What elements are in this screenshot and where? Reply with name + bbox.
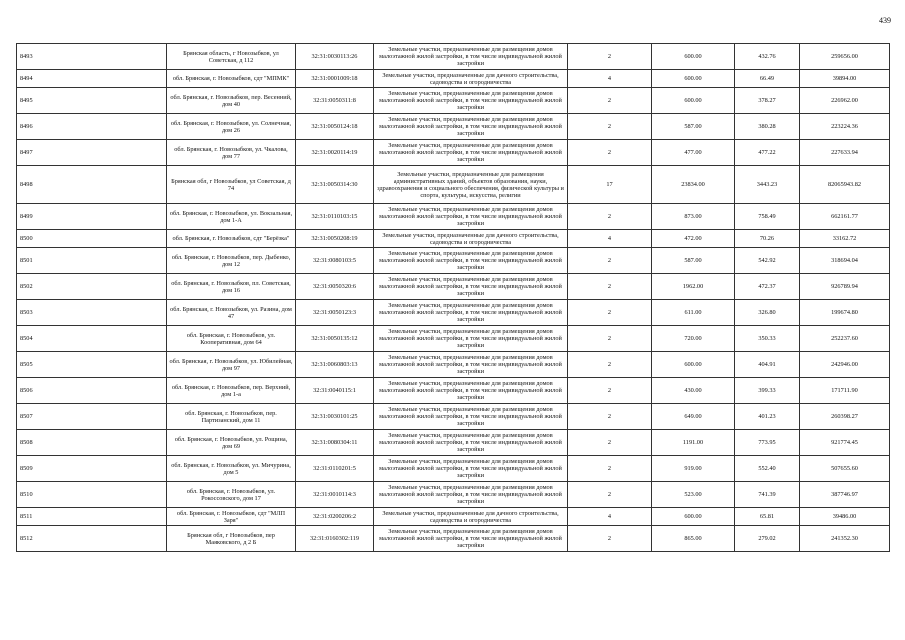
cell-address: Брянская обл, г Новозыбков, пер Маяковского, д 2 Б <box>167 526 296 552</box>
cell-specific-value: 404.91 <box>735 352 800 378</box>
cell-land-use: Земельные участки, предназначенные для размещения домов малоэтажной жилой застройки, в том числе индивидуальной жилой застройки <box>374 404 568 430</box>
cell-land-use: Земельные участки, предназначенные для размещения административных зданий, объектов образования, науки, здравоохранения и социального обеспечения, физической культуры и спорта, культуры, искусства, религии <box>374 166 568 204</box>
cell-cadastral-number: 32:31:0050314:30 <box>296 166 374 204</box>
cell-use-group: 17 <box>568 166 652 204</box>
cell-cadastral-value: 39486.00 <box>800 508 890 526</box>
cell-cadastral-number: 32:31:0050123:3 <box>296 300 374 326</box>
cell-area: 430.00 <box>652 378 735 404</box>
cell-row-number: 8503 <box>17 300 167 326</box>
cell-land-use: Земельные участки, предназначенные для размещения домов малоэтажной жилой застройки, в том числе индивидуальной жилой застройки <box>374 248 568 274</box>
cell-use-group: 2 <box>568 430 652 456</box>
cell-address: обл. Брянская, г. Новозыбков, пл. Советская, дом 16 <box>167 274 296 300</box>
cell-cadastral-number: 32:31:0050208:19 <box>296 230 374 248</box>
cell-use-group: 2 <box>568 44 652 70</box>
table-row <box>17 70 890 88</box>
cell-cadastral-value: 507655.60 <box>800 456 890 482</box>
table-row <box>17 326 890 352</box>
cadastral-value-table <box>16 43 890 552</box>
cell-row-number: 8508 <box>17 430 167 456</box>
table-row <box>17 508 890 526</box>
cell-cadastral-number: 32:31:0040115:1 <box>296 378 374 404</box>
cell-row-number: 8509 <box>17 456 167 482</box>
table-body <box>17 44 890 552</box>
cell-cadastral-number: 32:31:0080103:5 <box>296 248 374 274</box>
cell-land-use: Земельные участки, предназначенные для размещения домов малоэтажной жилой застройки, в том числе индивидуальной жилой застройки <box>374 352 568 378</box>
cell-land-use: Земельные участки, предназначенные для размещения домов малоэтажной жилой застройки, в том числе индивидуальной жилой застройки <box>374 114 568 140</box>
cell-address: обл. Брянская, г. Новозыбков, ул. Солнечная, дом 26 <box>167 114 296 140</box>
table-row <box>17 300 890 326</box>
cell-row-number: 8495 <box>17 88 167 114</box>
table-row <box>17 526 890 552</box>
cell-land-use: Земельные участки, предназначенные для дачного строительства, садоводства и огородничества <box>374 70 568 88</box>
cell-land-use: Земельные участки, предназначенные для дачного строительства, садоводства и огородничества <box>374 230 568 248</box>
table-row <box>17 140 890 166</box>
cell-area: 1962.00 <box>652 274 735 300</box>
cell-cadastral-number: 32:31:0080304:11 <box>296 430 374 456</box>
table-row <box>17 404 890 430</box>
cell-address: обл. Брянская, г. Новозыбков, пер. Весенний, дом 40 <box>167 88 296 114</box>
cell-use-group: 4 <box>568 70 652 88</box>
cell-land-use: Земельные участки, предназначенные для размещения домов малоэтажной жилой застройки, в том числе индивидуальной жилой застройки <box>374 300 568 326</box>
cell-use-group: 2 <box>568 404 652 430</box>
cell-area: 587.00 <box>652 114 735 140</box>
cell-specific-value: 3443.23 <box>735 166 800 204</box>
cell-cadastral-value: 252237.60 <box>800 326 890 352</box>
cell-specific-value: 65.81 <box>735 508 800 526</box>
cell-cadastral-number: 32:31:0160302:119 <box>296 526 374 552</box>
cell-area: 472.00 <box>652 230 735 248</box>
cell-row-number: 8499 <box>17 204 167 230</box>
cell-cadastral-value: 259656.00 <box>800 44 890 70</box>
cell-area: 600.00 <box>652 88 735 114</box>
cell-area: 587.00 <box>652 248 735 274</box>
cell-use-group: 2 <box>568 140 652 166</box>
cell-cadastral-value: 227633.94 <box>800 140 890 166</box>
cell-cadastral-value: 387746.97 <box>800 482 890 508</box>
cell-cadastral-number: 32:31:0050135:12 <box>296 326 374 352</box>
cell-land-use: Земельные участки, предназначенные для размещения домов малоэтажной жилой застройки, в том числе индивидуальной жилой застройки <box>374 456 568 482</box>
cell-row-number: 8497 <box>17 140 167 166</box>
cell-row-number: 8501 <box>17 248 167 274</box>
cell-area: 919.00 <box>652 456 735 482</box>
cell-address: обл. Брянская, г. Новозыбков, ул. Разина, дом 47 <box>167 300 296 326</box>
cell-address: обл. Брянская, г. Новозыбков, ул. Рокоссовского, дом 17 <box>167 482 296 508</box>
table-row <box>17 482 890 508</box>
cell-cadastral-number: 32:31:0110103:15 <box>296 204 374 230</box>
cell-specific-value: 66.49 <box>735 70 800 88</box>
cell-specific-value: 773.95 <box>735 430 800 456</box>
page-number: 439 <box>879 16 891 25</box>
cell-cadastral-number: 32:31:0010114:3 <box>296 482 374 508</box>
cell-area: 523.00 <box>652 482 735 508</box>
cell-cadastral-value: 199674.80 <box>800 300 890 326</box>
cell-address: обл. Брянская, г. Новозыбков, пер. Партизанский, дом 11 <box>167 404 296 430</box>
table-row <box>17 114 890 140</box>
cell-address: обл. Брянская, г. Новозыбков, ул. Юбилейная, дом 97 <box>167 352 296 378</box>
table-row <box>17 248 890 274</box>
cell-cadastral-number: 32:31:0001009:18 <box>296 70 374 88</box>
cell-land-use: Земельные участки, предназначенные для размещения домов малоэтажной жилой застройки, в том числе индивидуальной жилой застройки <box>374 378 568 404</box>
cell-area: 865.00 <box>652 526 735 552</box>
cell-area: 649.00 <box>652 404 735 430</box>
cell-specific-value: 472.37 <box>735 274 800 300</box>
cell-area: 611.00 <box>652 300 735 326</box>
table-row <box>17 44 890 70</box>
cell-area: 23834.00 <box>652 166 735 204</box>
cell-cadastral-value: 226962.00 <box>800 88 890 114</box>
cell-row-number: 8498 <box>17 166 167 204</box>
table-row <box>17 378 890 404</box>
table-row <box>17 166 890 204</box>
cell-use-group: 2 <box>568 274 652 300</box>
cell-area: 600.00 <box>652 508 735 526</box>
cell-area: 1191.00 <box>652 430 735 456</box>
cell-use-group: 2 <box>568 88 652 114</box>
cell-use-group: 2 <box>568 248 652 274</box>
cell-cadastral-value: 926789.94 <box>800 274 890 300</box>
cell-land-use: Земельные участки, предназначенные для размещения домов малоэтажной жилой застройки, в том числе индивидуальной жилой застройки <box>374 88 568 114</box>
cell-cadastral-value: 82065943.82 <box>800 166 890 204</box>
cell-specific-value: 401.23 <box>735 404 800 430</box>
cell-row-number: 8506 <box>17 378 167 404</box>
cell-use-group: 2 <box>568 456 652 482</box>
cell-use-group: 2 <box>568 482 652 508</box>
cell-cadastral-number: 32:31:0200206:2 <box>296 508 374 526</box>
cell-row-number: 8496 <box>17 114 167 140</box>
cell-cadastral-number: 32:31:0050124:18 <box>296 114 374 140</box>
cell-cadastral-number: 32:31:0030101:25 <box>296 404 374 430</box>
table-row <box>17 274 890 300</box>
cell-row-number: 8505 <box>17 352 167 378</box>
cell-cadastral-value: 171711.90 <box>800 378 890 404</box>
cell-area: 873.00 <box>652 204 735 230</box>
cell-specific-value: 399.33 <box>735 378 800 404</box>
cell-cadastral-number: 32:31:0030113:26 <box>296 44 374 70</box>
table-row <box>17 352 890 378</box>
cell-specific-value: 70.26 <box>735 230 800 248</box>
cell-address: обл. Брянская, г. Новозыбков, ул. Чкалова, дом 77 <box>167 140 296 166</box>
table-row <box>17 430 890 456</box>
cell-use-group: 2 <box>568 326 652 352</box>
cell-cadastral-value: 39894.00 <box>800 70 890 88</box>
cell-address: обл. Брянская, г. Новозыбков, ул. Кооперативная, дом 64 <box>167 326 296 352</box>
cell-cadastral-number: 32:31:0050311:8 <box>296 88 374 114</box>
cell-use-group: 2 <box>568 204 652 230</box>
cell-address: обл. Брянская, г. Новозыбков, ул. Мичурина, дом 5 <box>167 456 296 482</box>
cell-specific-value: 542.92 <box>735 248 800 274</box>
cell-use-group: 2 <box>568 352 652 378</box>
cell-cadastral-value: 318694.04 <box>800 248 890 274</box>
cell-area: 600.00 <box>652 44 735 70</box>
cell-cadastral-value: 921774.45 <box>800 430 890 456</box>
cell-specific-value: 477.22 <box>735 140 800 166</box>
cell-land-use: Земельные участки, предназначенные для размещения домов малоэтажной жилой застройки, в том числе индивидуальной жилой застройки <box>374 526 568 552</box>
cell-specific-value: 741.39 <box>735 482 800 508</box>
cell-specific-value: 552.40 <box>735 456 800 482</box>
cell-row-number: 8511 <box>17 508 167 526</box>
cell-row-number: 8500 <box>17 230 167 248</box>
cell-cadastral-value: 223224.36 <box>800 114 890 140</box>
cell-address: обл. Брянская, г. Новозыбков, ул. Рощина, дом 69 <box>167 430 296 456</box>
cell-specific-value: 432.76 <box>735 44 800 70</box>
cell-land-use: Земельные участки, предназначенные для размещения домов малоэтажной жилой застройки, в том числе индивидуальной жилой застройки <box>374 482 568 508</box>
cell-use-group: 2 <box>568 526 652 552</box>
cell-row-number: 8507 <box>17 404 167 430</box>
cell-specific-value: 380.28 <box>735 114 800 140</box>
cell-cadastral-value: 241352.30 <box>800 526 890 552</box>
cell-row-number: 8504 <box>17 326 167 352</box>
cell-address: Брянская область, г Новозыбков, ул Советская, д 112 <box>167 44 296 70</box>
cell-land-use: Земельные участки, предназначенные для дачного строительства, садоводства и огородничества <box>374 508 568 526</box>
cell-cadastral-value: 242946.00 <box>800 352 890 378</box>
cell-land-use: Земельные участки, предназначенные для размещения домов малоэтажной жилой застройки, в том числе индивидуальной жилой застройки <box>374 274 568 300</box>
cell-row-number: 8494 <box>17 70 167 88</box>
cell-cadastral-number: 32:31:0060803:13 <box>296 352 374 378</box>
cell-use-group: 2 <box>568 378 652 404</box>
cell-address: обл. Брянская, г. Новозыбков, сдт "МЛП Заря" <box>167 508 296 526</box>
cell-row-number: 8510 <box>17 482 167 508</box>
table-row <box>17 230 890 248</box>
table-row <box>17 456 890 482</box>
cell-area: 600.00 <box>652 352 735 378</box>
table-row <box>17 204 890 230</box>
cell-specific-value: 350.33 <box>735 326 800 352</box>
cell-cadastral-number: 32:31:0050320:6 <box>296 274 374 300</box>
cell-use-group: 4 <box>568 230 652 248</box>
cell-area: 477.00 <box>652 140 735 166</box>
cell-specific-value: 279.02 <box>735 526 800 552</box>
cell-address: обл. Брянская, г. Новозыбков, сдт "Берёзка" <box>167 230 296 248</box>
table-row <box>17 88 890 114</box>
cell-use-group: 2 <box>568 114 652 140</box>
cell-specific-value: 758.49 <box>735 204 800 230</box>
cell-row-number: 8512 <box>17 526 167 552</box>
cell-specific-value: 326.80 <box>735 300 800 326</box>
cell-land-use: Земельные участки, предназначенные для размещения домов малоэтажной жилой застройки, в том числе индивидуальной жилой застройки <box>374 44 568 70</box>
cell-cadastral-value: 33162.72 <box>800 230 890 248</box>
cell-cadastral-value: 260398.27 <box>800 404 890 430</box>
cell-area: 720.00 <box>652 326 735 352</box>
cell-cadastral-number: 32:31:0020114:19 <box>296 140 374 166</box>
cell-land-use: Земельные участки, предназначенные для размещения домов малоэтажной жилой застройки, в том числе индивидуальной жилой застройки <box>374 204 568 230</box>
cell-land-use: Земельные участки, предназначенные для размещения домов малоэтажной жилой застройки, в том числе индивидуальной жилой застройки <box>374 430 568 456</box>
cell-address: обл. Брянская, г. Новозыбков, пер. Дыбенко, дом 12 <box>167 248 296 274</box>
cell-land-use: Земельные участки, предназначенные для размещения домов малоэтажной жилой застройки, в том числе индивидуальной жилой застройки <box>374 140 568 166</box>
cell-address: обл. Брянская, г. Новозыбков, сдт "МПМК" <box>167 70 296 88</box>
cell-cadastral-value: 662161.77 <box>800 204 890 230</box>
cell-specific-value: 378.27 <box>735 88 800 114</box>
cell-row-number: 8493 <box>17 44 167 70</box>
cell-land-use: Земельные участки, предназначенные для размещения домов малоэтажной жилой застройки, в том числе индивидуальной жилой застройки <box>374 326 568 352</box>
cell-area: 600.00 <box>652 70 735 88</box>
cell-use-group: 2 <box>568 300 652 326</box>
cell-row-number: 8502 <box>17 274 167 300</box>
cell-address: обл. Брянская, г. Новозыбков, пер. Верхний, дом 1-а <box>167 378 296 404</box>
cell-address: Брянская обл, г Новозыбков, ул Советская, д 74 <box>167 166 296 204</box>
cell-cadastral-number: 32:31:0110201:5 <box>296 456 374 482</box>
cell-address: обл. Брянская, г. Новозыбков, ул. Вокзальная, дом 1-А <box>167 204 296 230</box>
cell-use-group: 4 <box>568 508 652 526</box>
